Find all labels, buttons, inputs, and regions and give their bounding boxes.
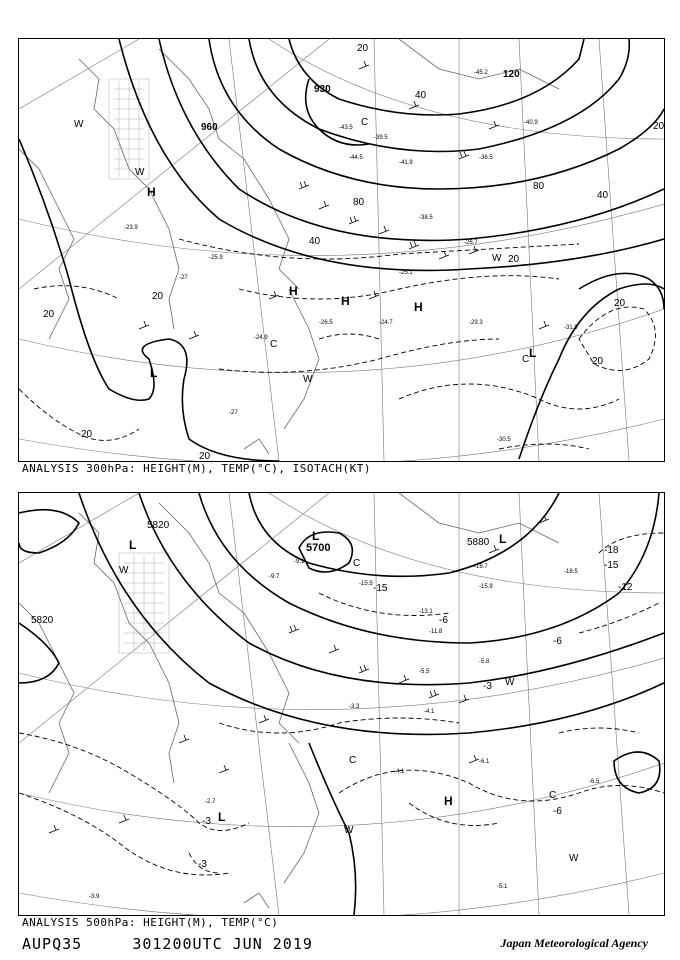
cold-marker: C [522,354,530,365]
station-temp: -16.7 [474,564,488,570]
high-marker: H [147,185,156,199]
cold-marker: C [270,339,278,350]
contour-label: 40 [415,90,427,101]
station-temp: -23.9 [124,225,138,231]
station-temp: -5.1 [497,884,508,890]
contour-labels-300 [43,43,664,461]
station-temp: -40.9 [524,120,538,126]
warm-marker: W [135,167,145,178]
low-marker: L [529,346,537,360]
warm-marker: W [492,253,502,264]
station-temp: -41.9 [399,160,413,166]
station-temp: -24.9 [254,335,268,341]
station-temp: -38.5 [419,215,433,221]
caption-300hpa: ANALYSIS 300hPa: HEIGHT(M), TEMP(°C), ISOTACH(KT) [22,462,372,475]
station-temp: -3.9 [89,894,100,900]
contour-label: -3 [483,681,492,692]
station-temp: -29.3 [469,320,483,326]
contour-label: 40 [597,190,609,201]
contour-label: 5820 [31,615,54,626]
cold-marker: C [361,117,369,128]
contour-label: 20 [592,356,604,367]
pressure-symbols-300 [147,185,536,380]
station-temp: -24.7 [379,320,393,326]
hatch-300 [109,79,149,179]
contour-label: 20 [199,451,211,461]
cold-marker: C [353,558,361,569]
chart-500hpa [18,492,665,916]
contour-label: 120 [503,69,520,80]
station-temp: -15.9 [479,584,493,590]
contour-label: -15 [604,560,619,571]
station-temp: -26.5 [319,320,333,326]
warm-marker: W [505,677,515,688]
contour-label: 20 [43,309,55,320]
contour-label: 20 [614,298,626,309]
contour-label: 960 [201,122,218,133]
station-temp: -25.9 [209,255,223,261]
contour-label: 5820 [147,520,170,531]
station-temp: -13.1 [419,609,433,615]
wx-symbols-500 [119,558,579,864]
high-marker: H [289,284,298,298]
station-temp: -2.7 [205,799,216,805]
warm-marker: W [119,565,129,576]
station-temp: -11.8 [429,629,443,635]
cold-marker: C [549,790,557,801]
height-contours-500 [19,493,664,915]
contour-label: 80 [533,181,545,192]
contour-label: -15 [373,583,388,594]
station-temps-500 [89,559,600,900]
product-code: AUPQ35 [22,935,83,953]
valid-time: 301200UTC JUN 2019 [132,935,313,953]
station-temp: -6.5 [589,779,600,785]
contour-label: -3 [198,859,207,870]
contour-label: 20 [152,291,164,302]
coastline-500 [19,493,559,908]
station-temp: -31.9 [564,325,578,331]
station-temp: -4.1 [424,709,435,715]
station-temp: -9.7 [269,574,280,580]
product-header [22,935,313,953]
dashed-contours-500 [19,533,664,875]
station-temp: -15.5 [359,581,373,587]
station-temp: -39.5 [374,135,388,141]
station-temp: -25.1 [399,270,413,276]
station-temp: -4.1 [394,769,405,775]
low-marker: L [129,538,137,552]
contour-label: 80 [353,197,365,208]
contour-label: 20 [81,429,93,440]
contour-label: 40 [309,236,321,247]
contour-label: -6 [553,636,562,647]
station-temp: -6.1 [479,759,490,765]
station-temp: -3.3 [349,704,360,710]
low-marker: L [218,810,226,824]
height-contours-300 [19,39,664,461]
contour-label: 20 [653,121,664,132]
station-temp: -30.5 [497,437,511,443]
low-marker: L [499,532,507,546]
contour-label: -18 [604,545,619,556]
chart-300hpa-svg [19,39,664,461]
high-marker: H [341,294,350,308]
contour-label: 5700 [306,542,331,554]
station-temp: -43.5 [339,125,353,131]
warm-marker: W [569,853,579,864]
agency-name: Japan Meteorological Agency [500,936,648,950]
caption-500hpa: ANALYSIS 500hPa: HEIGHT(M), TEMP(°C) [22,916,279,929]
contour-label: 5880 [467,537,490,548]
station-temp: -26.7 [464,240,478,246]
low-marker: L [312,529,320,543]
contour-label: 930 [314,84,331,95]
contour-label: -6 [439,615,448,626]
station-temp: -18.5 [564,569,578,575]
station-temp: -9.1 [294,559,305,565]
warm-marker: W [344,825,354,836]
graticule-300 [19,39,664,461]
station-temp: -44.5 [349,155,363,161]
contour-label: -6 [553,806,562,817]
station-temp: -5.8 [479,659,490,665]
station-temp: -36.5 [479,155,493,161]
chart-500hpa-svg [19,493,664,915]
warm-marker: W [303,374,313,385]
station-temp: -5.5 [419,669,430,675]
contour-label: -12 [618,582,633,593]
chart-300hpa [18,38,665,462]
high-marker: H [414,300,423,314]
station-temp: -45.2 [474,70,488,76]
cold-marker: C [349,755,357,766]
station-temp: -27 [179,275,188,281]
high-marker: H [444,794,453,808]
coastline-300 [19,39,559,454]
contour-label: -3 [202,816,211,827]
dashed-contours-300 [19,239,655,449]
warm-marker: W [74,119,84,130]
graticule-500 [19,493,664,915]
contour-label: 20 [508,254,520,265]
contour-label: 20 [357,43,369,54]
station-temp: -27 [229,410,238,416]
low-marker: L [150,366,158,380]
